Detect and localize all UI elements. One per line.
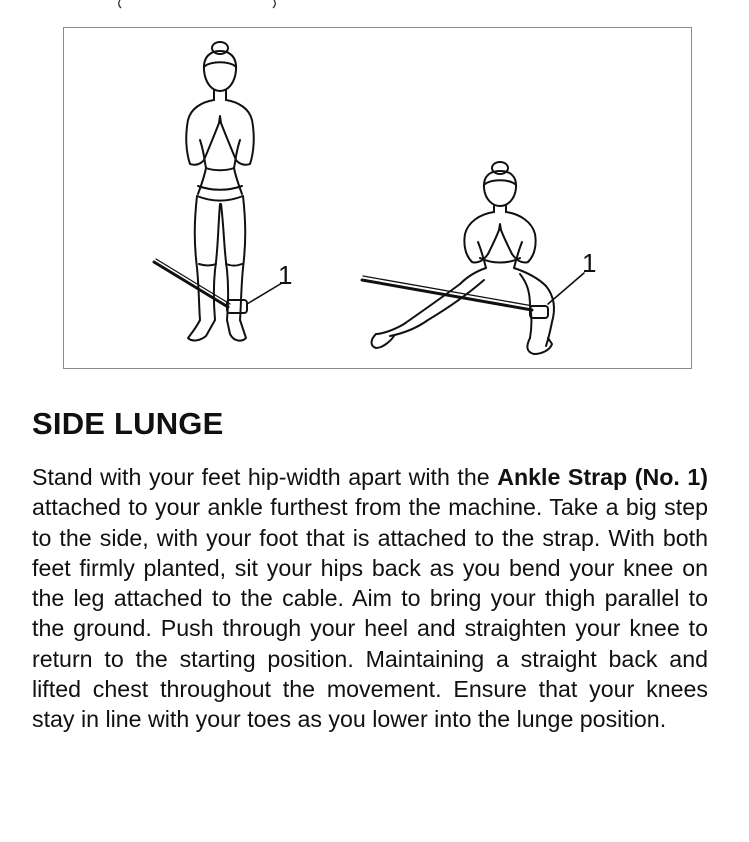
exercise-illustration (63, 27, 692, 369)
lunge-figure (362, 162, 584, 354)
paragraph-body: attached to your ankle furthest from the machine. Take a big step to the side, with your foot that is attached to the strap. With both feet firmly planted, sit your hips back as you bend your knee on the leg attached to the cable. Aim to bring your thigh parallel to the ground. Push through your heel and straighten your knee to return to the starting position. Maintaining a straight back and lifted chest throughout the movement. Ensure that your knees stay in line with your toes as you lower into the lunge position. (32, 494, 708, 733)
section-title: SIDE LUNGE (32, 406, 224, 441)
paragraph-intro: Stand with your feet hip-width apart with the (32, 464, 498, 490)
callout-label-lunge: 1 (582, 248, 597, 278)
standing-figure (154, 42, 282, 341)
cropped-text-remnant (0, 0, 749, 10)
instruction-paragraph (32, 462, 708, 735)
callout-label-standing: 1 (278, 260, 293, 290)
strap-name: Ankle Strap (No. 1) (497, 464, 708, 490)
